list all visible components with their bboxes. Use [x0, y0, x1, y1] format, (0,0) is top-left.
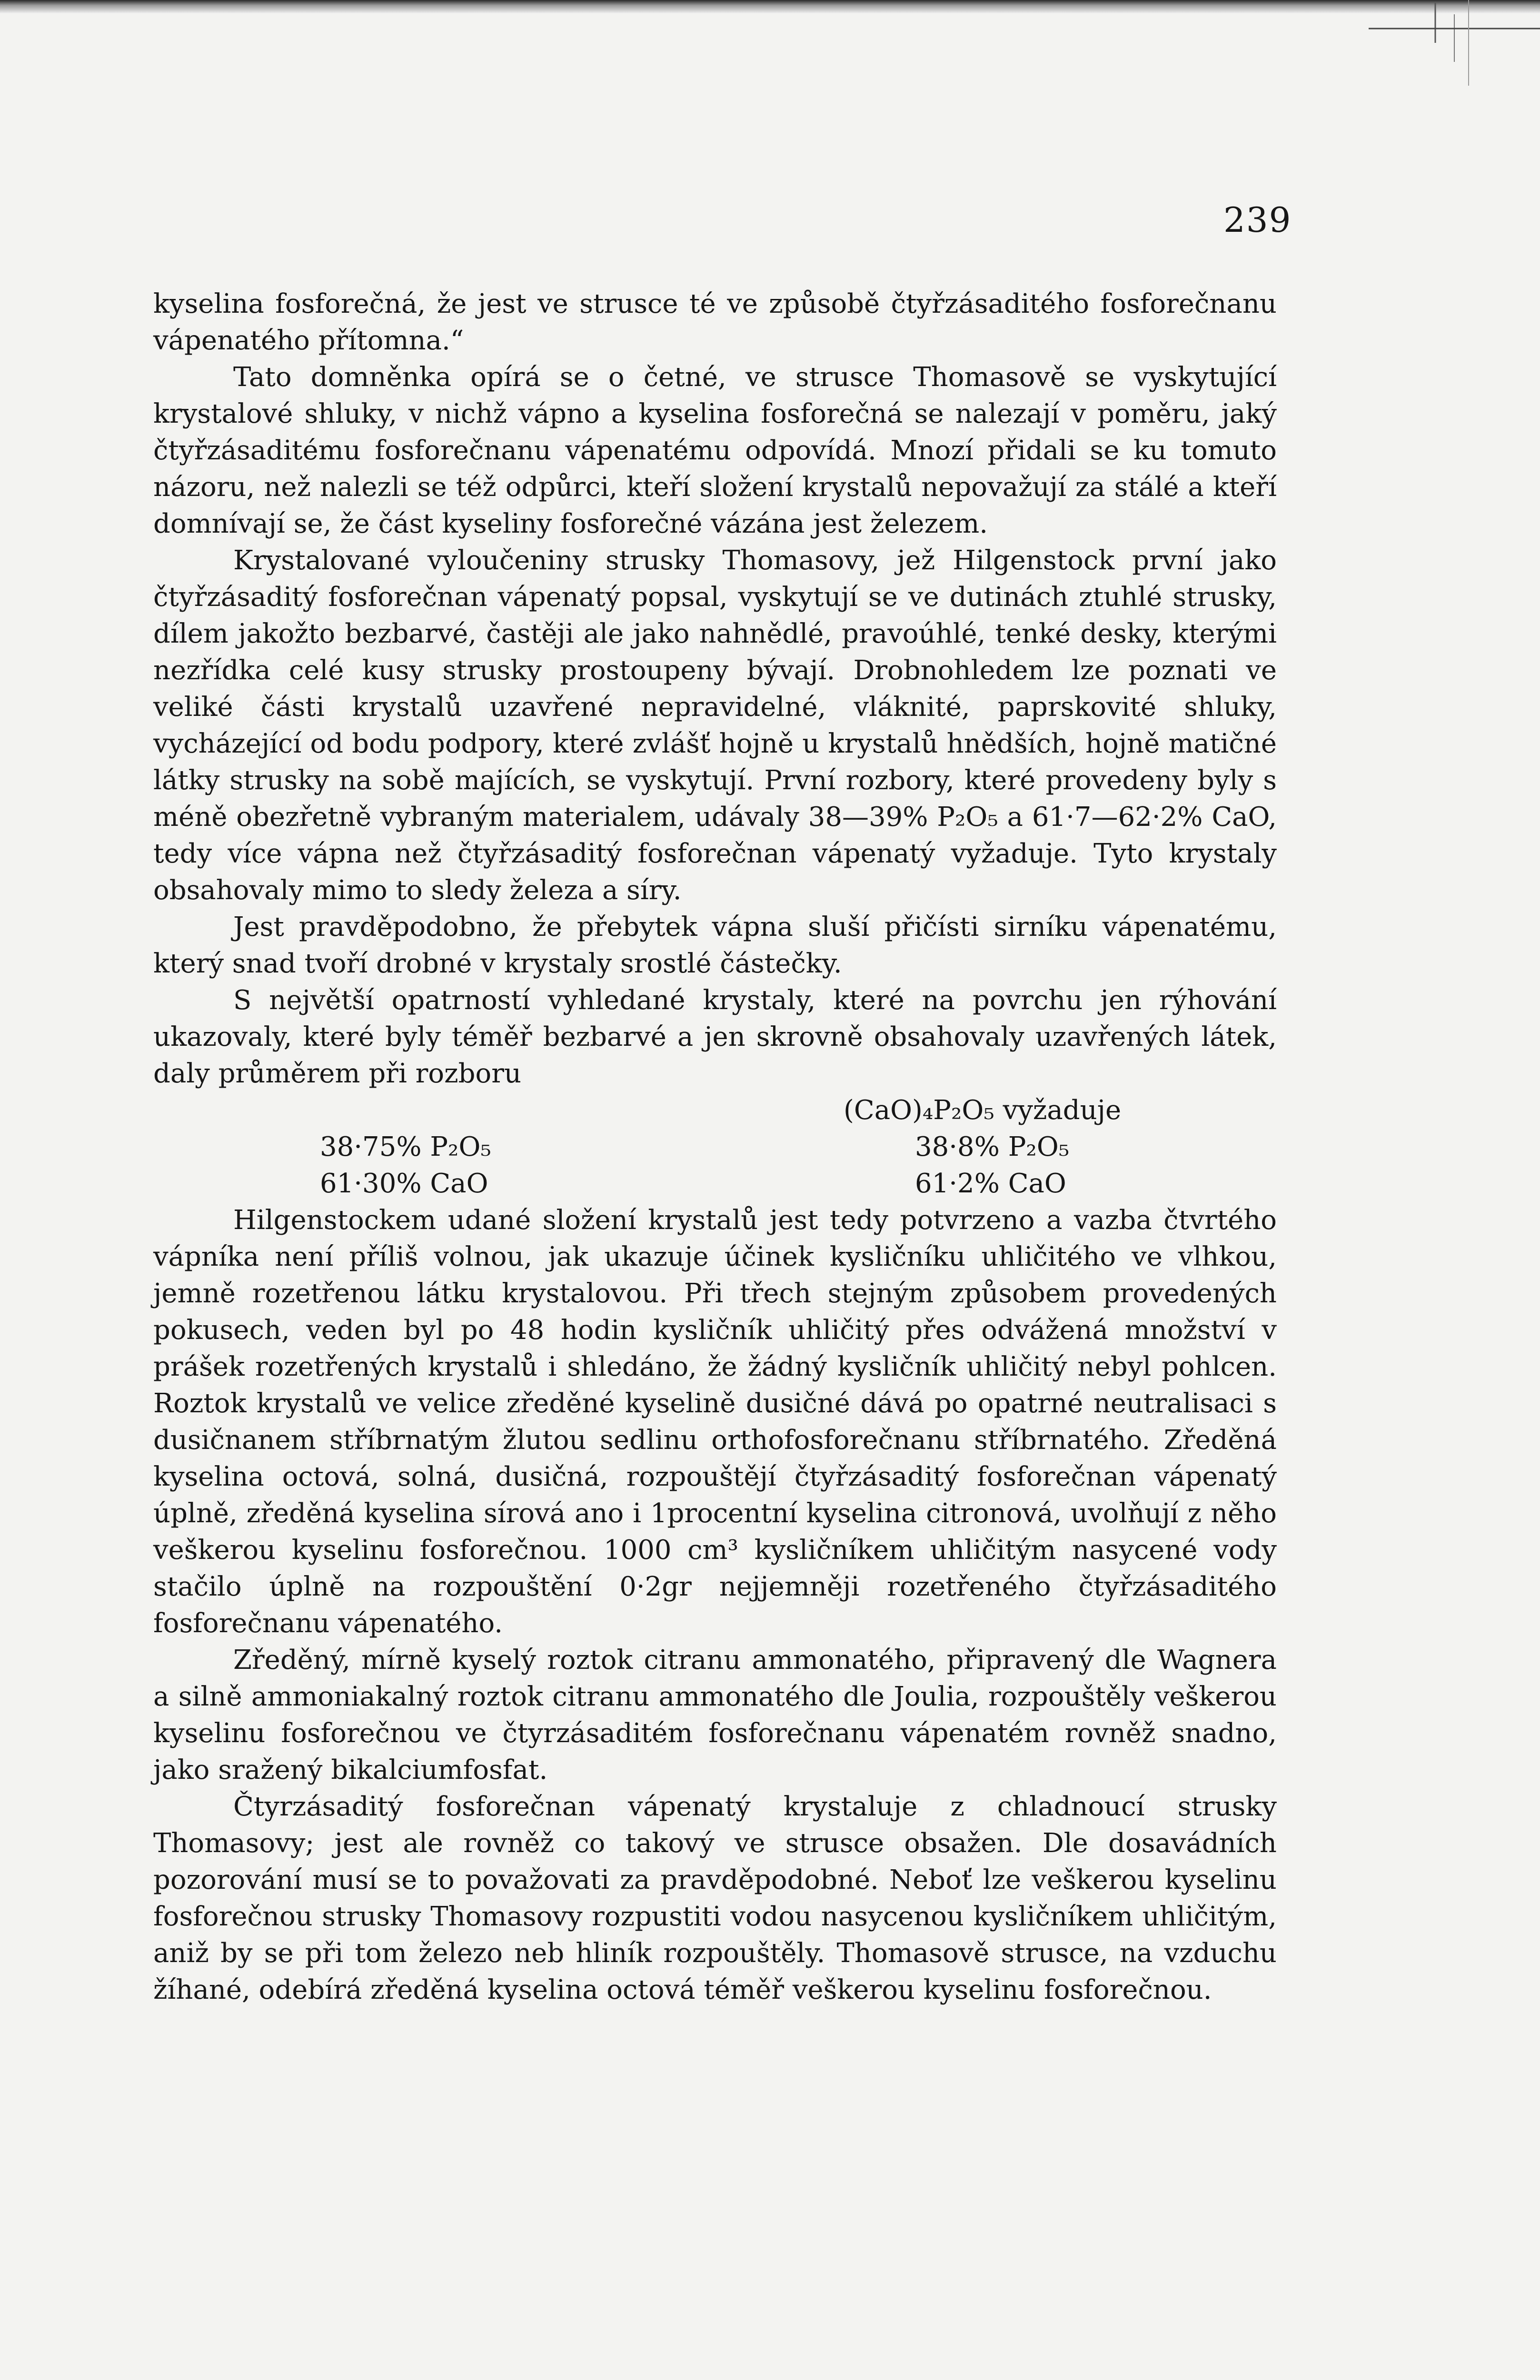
page-top-edge [0, 0, 1540, 13]
composition-table [153, 1092, 1277, 1202]
paragraph: kyselina fosforečná, že jest ve strusce té ve způsobě čtyřzásaditého fosforečnanu vápenatého přítomna.“ [153, 288, 1277, 356]
page-number: 239 [1223, 200, 1292, 240]
paragraph: S největší opatrností vyhledané krystaly, které na povrchu jen rýhování ukazovaly, které byly téměř bezbarvé a jen skrovně obsahovaly uzavřených látek, daly průměrem při rozboru [153, 985, 1277, 1089]
requirement-label: (CaO)₄P₂O₅ vyžaduje [844, 1095, 1122, 1126]
paragraph: Čtyrzásaditý fosforečnan vápenatý krystaluje z chladnoucí strusky Thomasovy; jest ale rovněž co takový ve strusce obsažen. Dle dosavádních pozorování musí se to považovati za pravděpodobné. Neboť lze veškerou kyselinu fosforečnou strusky Thomasovy rozpustiti vodou nasycenou kysličníkem uhličitým, aniž by se při tom železo neb hliník rozpouštěly. Thomasově strusce, na vzduchu žíhané, odebírá zředěná kyselina octová téměř veškerou kyselinu fosforečnou. [153, 1791, 1277, 2005]
paragraph: Krystalované vyloučeniny strusky Thomasovy, jež Hilgenstock první jako čtyřzásaditý fosforečnan vápenatý popsal, vyskytují se ve dutinách ztuhlé strusky, dílem jakožto bezbarvé, častěji ale jako nahnědlé, pravoúhlé, tenké desky, kterými nezřídka celé kusy strusky prostoupeny bývají. Drobnohledem lze poznati ve veliké části krystalů uzavřené nepravidelné, vláknité, paprskovité shluky, vycházející od bodu podpory, které zvlášť hojně u krystalů hnědších, hojně matičné látky strusky na sobě majících, se vyskytují. První rozbory, které provedeny byly s méně obezřetně vybraným materialem, udávaly 38—39% P₂O₅ a 61·7—62·2% CaO, tedy více vápna než čtyřzásaditý fosforečnan vápenatý vyžaduje. Tyto krystaly obsahovaly mimo to sledy železa a síry. [153, 545, 1277, 906]
theory-cao: 61·2% CaO [915, 1168, 1066, 1199]
scan-corner-mark [1311, 0, 1540, 95]
analysis-p2o5: 38·75% P₂O₅ [320, 1131, 491, 1162]
paragraph: Zředěný, mírně kyselý roztok citranu ammonatého, připravený dle Wagnera a silně ammoniakalný roztok citranu ammonatého dle Joulia, rozpouštěly veškerou kyselinu fosforečnou ve čtyrzásaditém fosforečnanu vápenatém rovněž snadno, jako sražený bikalciumfosfat. [153, 1645, 1277, 1785]
paragraph: Tato domněnka opírá se o četné, ve strusce Thomasově se vyskytující krystalové shluky, v nichž vápno a kyselina fosforečná se nalezají v poměru, jaký čtyřzásaditému fosforečnanu vápenatému odpovídá. Mnozí přidali se ku tomuto názoru, než nalezli se též odpůrci, kteří složení krystalů nepovažují za stálé a kteří domnívají se, že část kyseliny fosforečné vázána jest železem. [153, 362, 1277, 539]
paragraph: Jest pravděpodobno, že přebytek vápna sluší přičísti sirníku vápenatému, který snad tvoří drobné v krystaly srostlé částečky. [153, 912, 1277, 979]
theoretical-values [915, 1129, 1201, 1202]
analysis-values [320, 1129, 606, 1202]
theory-p2o5: 38·8% P₂O₅ [915, 1131, 1070, 1162]
paragraph: Hilgenstockem udané složení krystalů jest tedy potvrzeno a vazba čtvrtého vápníka není příliš volnou, jak ukazuje účinek kysličníku uhličitého ve vlhkou, jemně rozetřenou látku krystalovou. Při třech stejným způsobem provedených pokusech, veden byl po 48 hodin kysličník uhličitý přes odvážená množství v prášek rozetřených krystalů i shledáno, že žádný kysličník uhličitý nebyl pohlcen. Roztok krystalů ve velice zředěné kyselině dusičné dává po opatrné neutralisaci s dusičnanem stříbrnatým žlutou sedlinu orthofosforečnanu stříbrnatého. Zředěná kyselina octová, solná, dusičná, rozpouštějí čtyřzásaditý fosforečnan vápenatý úplně, zředěná kyselina sírová ano i 1procentní kyselina citronová, uvolňují z něho veškerou kyselinu fosforečnou. 1000 cm³ kysličníkem uhličitým nasycené vody stačilo úplně na rozpouštění 0·2gr nejjemněji rozetřeného čtyřzásaditého fosforečnanu vápenatého. [153, 1205, 1277, 1639]
body-text [153, 286, 1277, 2008]
analysis-cao: 61·30% CaO [320, 1168, 488, 1199]
